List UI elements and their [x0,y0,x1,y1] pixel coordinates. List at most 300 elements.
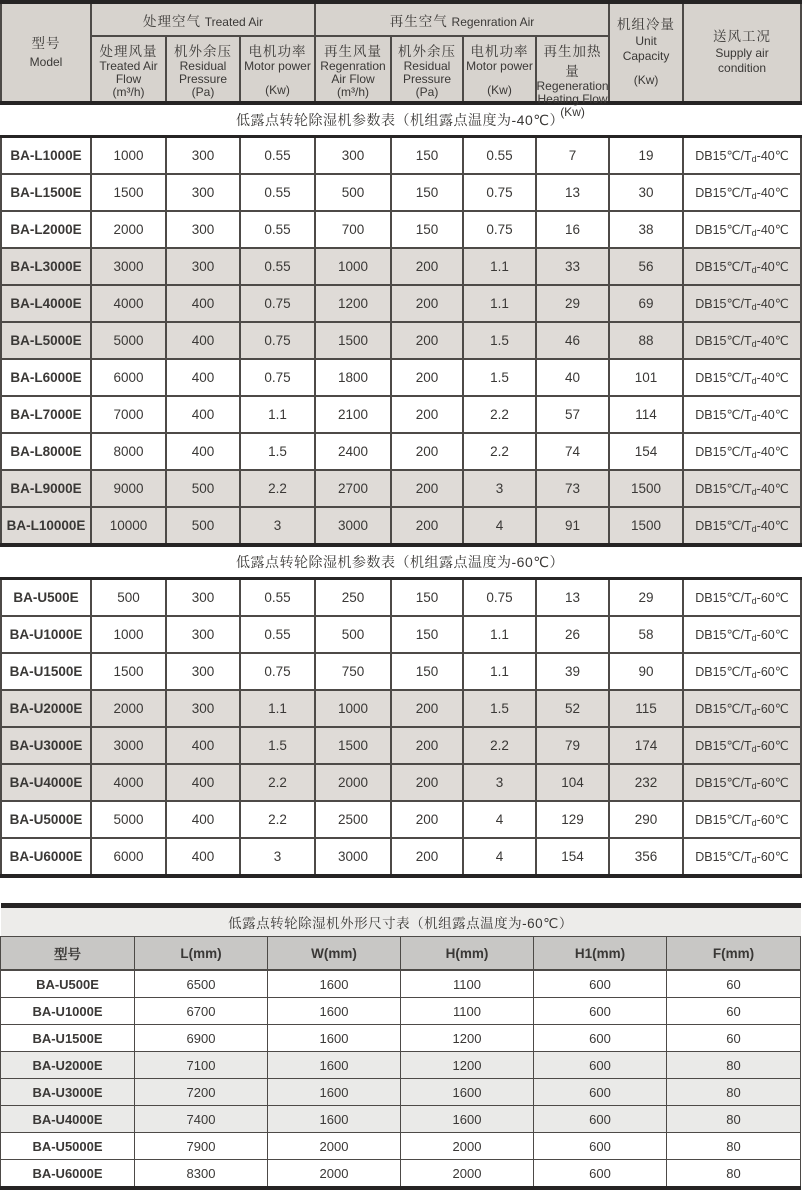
supply-condition-cell: $DB15℃/T_d-60℃$ [683,727,801,764]
value-cell: 0.75 [463,579,536,617]
supply-condition-cell: $DB15℃/T_d-40℃$ [683,359,801,396]
supply-condition-cell: $DB15℃/T_d-40℃$ [683,174,801,211]
value-cell: 2000 [401,1160,534,1189]
value-cell: 600 [534,1133,667,1160]
value-cell: 80 [667,1079,801,1106]
value-cell: 16 [536,211,609,248]
value-cell: 80 [667,1052,801,1079]
value-cell: 4 [463,801,536,838]
value-cell: 200 [391,764,463,801]
value-cell: 600 [534,1079,667,1106]
value-cell: 74 [536,433,609,470]
value-cell: 300 [315,137,391,175]
value-cell: 154 [609,433,683,470]
value-cell: 2000 [91,211,166,248]
value-cell: 101 [609,359,683,396]
value-cell: 58 [609,616,683,653]
table-row [1,396,801,433]
value-cell: 1.1 [463,285,536,322]
table-row [1,801,801,838]
value-cell: 29 [536,285,609,322]
group-treated-zh: 处理空气 [142,13,201,29]
value-cell: 300 [166,211,240,248]
value-cell: 2000 [91,690,166,727]
value-cell: 2.2 [240,470,315,507]
value-cell: 1000 [315,248,391,285]
value-cell: 3000 [91,727,166,764]
model-cell: BA-U1000E [1,616,91,653]
value-cell: 200 [391,507,463,545]
value-cell: 39 [536,653,609,690]
model-cell: BA-U2000E [1,1052,135,1079]
value-cell: 150 [391,211,463,248]
value-cell: 1.1 [463,616,536,653]
value-cell: 1000 [315,690,391,727]
table-row [1,1052,801,1079]
group-treated-en: Treated Air [204,14,263,29]
value-cell: 33 [536,248,609,285]
value-cell: 2.2 [240,801,315,838]
value-cell: 0.75 [463,174,536,211]
value-cell: 2.2 [463,727,536,764]
value-cell: 600 [534,1160,667,1189]
value-cell: 600 [534,970,667,998]
sub-en: Motor power [244,59,311,73]
model-cell: BA-L5000E [1,322,91,359]
value-cell: 46 [536,322,609,359]
sub-zh: 机外余压 [174,44,232,59]
value-cell: 30 [609,174,683,211]
value-cell: 400 [166,359,240,396]
model-cell: BA-L9000E [1,470,91,507]
value-cell: 114 [609,396,683,433]
value-cell: 56 [609,248,683,285]
parameters-table-minus-60 [0,577,802,878]
value-cell: 1600 [401,1106,534,1133]
table-row [1,322,801,359]
table-row [1,727,801,764]
value-cell: 60 [667,970,801,998]
group-regen-zh: 再生空气 [389,13,448,29]
value-cell: 2100 [315,396,391,433]
value-cell: 0.75 [463,211,536,248]
column-header-model-zh: 型号 [31,36,61,52]
sub-zh: 处理风量 [99,44,158,59]
supply-condition-cell: $DB15℃/T_d-40℃$ [683,433,801,470]
value-cell: 150 [391,137,463,175]
value-cell: 6900 [135,1025,268,1052]
value-cell: 500 [166,470,240,507]
column-header-supply-condition [683,2,801,103]
value-cell: 0.75 [240,285,315,322]
dimensions-table-title-row [1,906,801,937]
value-cell: 26 [536,616,609,653]
value-cell: 0.55 [240,211,315,248]
value-cell: 150 [391,616,463,653]
value-cell: 7100 [135,1052,268,1079]
table-row [1,1025,801,1052]
model-cell: BA-L8000E [1,433,91,470]
value-cell: 400 [166,433,240,470]
value-cell: 400 [166,764,240,801]
value-cell: 5000 [91,801,166,838]
value-cell: 1000 [91,616,166,653]
value-cell: 250 [315,579,391,617]
sub-zh: 再生加热量 [543,44,602,79]
sub-en: Regenration Air Flow [320,59,386,87]
group-regen-en: Regenration Air [451,14,535,29]
sub-en: Treated Air Flow [99,59,158,87]
value-cell: 38 [609,211,683,248]
value-cell: 129 [536,801,609,838]
supply-condition-cell: $DB15℃/T_d-40℃$ [683,211,801,248]
model-cell: BA-U5000E [1,801,91,838]
column-header-treated-flow [91,36,166,103]
table-row [1,137,801,175]
table-row [1,616,801,653]
table-row [1,507,801,545]
column-header-regen-heating [536,36,609,120]
value-cell: 1600 [401,1079,534,1106]
table-row [1,653,801,690]
model-cell: BA-L1500E [1,174,91,211]
value-cell: 4000 [91,285,166,322]
parameters-table-minus-40 [0,135,802,547]
value-cell: 1500 [315,727,391,764]
value-cell: 1200 [315,285,391,322]
sub-unit: (m³/h) [337,85,369,100]
value-cell: 10000 [91,507,166,545]
model-cell: BA-L4000E [1,285,91,322]
table-row [1,1160,801,1189]
supply-condition-cell: $DB15℃/T_d-60℃$ [683,764,801,801]
supply-condition-cell: $DB15℃/T_d-60℃$ [683,616,801,653]
value-cell: 750 [315,653,391,690]
model-cell: BA-U6000E [1,1160,135,1189]
sub-zh: 再生风量 [324,44,382,59]
section-title-minus-60: 低露点转轮除湿机参数表（机组露点温度为-60℃） [236,554,564,570]
dimensions-header-row [1,937,801,971]
value-cell: 6000 [91,359,166,396]
sub-en: Residual Pressure [178,59,228,87]
value-cell: 200 [391,838,463,876]
value-cell: 1800 [315,359,391,396]
supply-condition-cell: $DB15℃/T_d-60℃$ [683,690,801,727]
value-cell: 2000 [401,1133,534,1160]
supply-condition-cell: $DB15℃/T_d-60℃$ [683,838,801,876]
table-row [1,1133,801,1160]
value-cell: 0.75 [240,653,315,690]
value-cell: 200 [391,359,463,396]
dimensions-table [0,903,801,1190]
value-cell: 200 [391,727,463,764]
value-cell: 150 [391,174,463,211]
value-cell: 90 [609,653,683,690]
value-cell: 3 [240,838,315,876]
table-row [1,248,801,285]
value-cell: 0.55 [240,174,315,211]
value-cell: 73 [536,470,609,507]
supply-condition-cell: $DB15℃/T_d-60℃$ [683,653,801,690]
dim-column-header: F(mm) [667,937,801,971]
value-cell: 400 [166,838,240,876]
value-cell: 300 [166,174,240,211]
model-cell: BA-L3000E [1,248,91,285]
model-cell: BA-U4000E [1,1106,135,1133]
value-cell: 1100 [401,998,534,1025]
value-cell: 500 [315,616,391,653]
value-cell: 300 [166,690,240,727]
capacity-en: Unit Capacity [622,33,670,63]
value-cell: 600 [534,1025,667,1052]
value-cell: 290 [609,801,683,838]
value-cell: 1600 [268,1079,401,1106]
value-cell: 400 [166,396,240,433]
value-cell: 88 [609,322,683,359]
value-cell: 1600 [268,998,401,1025]
supply-condition-cell: $DB15℃/T_d-40℃$ [683,137,801,175]
value-cell: 200 [391,322,463,359]
value-cell: 300 [166,653,240,690]
value-cell: 7900 [135,1133,268,1160]
value-cell: 60 [667,1025,801,1052]
table-row [1,838,801,876]
value-cell: 0.75 [240,359,315,396]
table-row [1,1079,801,1106]
value-cell: 6700 [135,998,268,1025]
value-cell: 300 [166,248,240,285]
table-row [1,211,801,248]
value-cell: 0.55 [240,248,315,285]
value-cell: 9000 [91,470,166,507]
value-cell: 1600 [268,1025,401,1052]
value-cell: 4000 [91,764,166,801]
value-cell: 232 [609,764,683,801]
model-cell: BA-U500E [1,579,91,617]
model-cell: BA-L1000E [1,137,91,175]
value-cell: 1500 [609,507,683,545]
value-cell: 1.5 [240,727,315,764]
value-cell: 91 [536,507,609,545]
dim-column-header: W(mm) [268,937,401,971]
value-cell: 1000 [91,137,166,175]
value-cell: 57 [536,396,609,433]
value-cell: 200 [391,285,463,322]
model-cell: BA-L7000E [1,396,91,433]
sub-unit: (Pa) [415,85,439,100]
value-cell: 13 [536,579,609,617]
value-cell: 13 [536,174,609,211]
value-cell: 3000 [315,507,391,545]
value-cell: 500 [166,507,240,545]
sub-en: Motor power [466,59,533,73]
value-cell: 356 [609,838,683,876]
value-cell: 8300 [135,1160,268,1189]
spacer [0,878,800,903]
value-cell: 69 [609,285,683,322]
value-cell: 5000 [91,322,166,359]
value-cell: 7200 [135,1079,268,1106]
value-cell: 104 [536,764,609,801]
value-cell: 300 [166,137,240,175]
sub-unit: (Kw) [487,83,512,98]
model-cell: BA-L6000E [1,359,91,396]
value-cell: 7400 [135,1106,268,1133]
value-cell: 3 [463,764,536,801]
table-row [1,433,801,470]
value-cell: 80 [667,1160,801,1189]
value-cell: 2000 [268,1160,401,1189]
value-cell: 1.1 [240,690,315,727]
column-header-motor-power-1 [240,36,315,103]
sub-unit: (m³/h) [112,85,145,100]
value-cell: 2400 [315,433,391,470]
table-row [1,690,801,727]
value-cell: 1200 [401,1052,534,1079]
value-cell: 2500 [315,801,391,838]
value-cell: 1500 [91,653,166,690]
group-header-regeneration-air [315,2,609,36]
value-cell: 2.2 [463,396,536,433]
value-cell: 700 [315,211,391,248]
value-cell: 1.1 [240,396,315,433]
value-cell: 1100 [401,970,534,998]
value-cell: 1500 [91,174,166,211]
sub-en: Regeneration Heating Flow [536,79,609,107]
column-header-motor-power-2 [463,36,536,103]
value-cell: 6000 [91,838,166,876]
value-cell: 1.1 [463,248,536,285]
model-cell: BA-U2000E [1,690,91,727]
value-cell: 7 [536,137,609,175]
model-cell: BA-U4000E [1,764,91,801]
value-cell: 400 [166,322,240,359]
value-cell: 600 [534,998,667,1025]
supply-condition-cell: $DB15℃/T_d-60℃$ [683,801,801,838]
value-cell: 1500 [609,470,683,507]
supply-zh: 送风工况 [713,29,772,45]
value-cell: 3 [240,507,315,545]
value-cell: 79 [536,727,609,764]
dim-column-header: L(mm) [135,937,268,971]
value-cell: 52 [536,690,609,727]
sub-unit: (Kw) [265,83,290,98]
column-header-residual-pressure-1 [166,36,240,103]
value-cell: 2.2 [240,764,315,801]
value-cell: 400 [166,285,240,322]
value-cell: 200 [391,470,463,507]
table-row [1,470,801,507]
sub-en: Residual Pressure [402,59,452,87]
value-cell: 2000 [268,1133,401,1160]
value-cell: 3000 [91,248,166,285]
value-cell: 200 [391,248,463,285]
supply-condition-cell: $DB15℃/T_d-40℃$ [683,507,801,545]
section-title-minus-40: 低露点转轮除湿机参数表（机组露点温度为-40℃） [236,112,564,128]
model-cell: BA-U500E [1,970,135,998]
dim-column-header-model: 型号 [1,937,135,971]
value-cell: 1.5 [463,322,536,359]
value-cell: 80 [667,1133,801,1160]
value-cell: 600 [534,1052,667,1079]
value-cell: 500 [91,579,166,617]
model-cell: BA-U3000E [1,1079,135,1106]
value-cell: 2.2 [463,433,536,470]
sub-zh: 机外余压 [398,44,456,59]
supply-condition-cell: $DB15℃/T_d-40℃$ [683,396,801,433]
value-cell: 2000 [315,764,391,801]
capacity-unit: (Kw) [633,72,659,87]
table-row [1,285,801,322]
value-cell: 1600 [268,970,401,998]
value-cell: 2700 [315,470,391,507]
model-cell: BA-U5000E [1,1133,135,1160]
value-cell: 200 [391,396,463,433]
value-cell: 600 [534,1106,667,1133]
value-cell: 500 [315,174,391,211]
value-cell: 154 [536,838,609,876]
value-cell: 1.1 [463,653,536,690]
value-cell: 115 [609,690,683,727]
group-header-treated-air [91,2,315,36]
model-cell: BA-U1500E [1,1025,135,1052]
supply-en: Supply air condition [715,45,769,75]
value-cell: 0.55 [240,579,315,617]
table-row [1,1106,801,1133]
value-cell: 200 [391,801,463,838]
model-cell: BA-U3000E [1,727,91,764]
dim-column-header: H(mm) [401,937,534,971]
value-cell: 1600 [268,1106,401,1133]
supply-condition-cell: $DB15℃/T_d-40℃$ [683,285,801,322]
model-cell: BA-L2000E [1,211,91,248]
table-row [1,579,801,617]
value-cell: 0.55 [463,137,536,175]
value-cell: 4 [463,507,536,545]
model-cell: BA-L10000E [1,507,91,545]
value-cell: 300 [166,579,240,617]
value-cell: 1200 [401,1025,534,1052]
dim-column-header: H1(mm) [534,937,667,971]
value-cell: 0.55 [240,616,315,653]
sub-unit: (Pa) [191,85,215,100]
capacity-zh: 机组冷量 [617,17,676,33]
value-cell: 60 [667,998,801,1025]
value-cell: 3 [463,470,536,507]
table-row [1,998,801,1025]
value-cell: 400 [166,801,240,838]
value-cell: 1600 [268,1052,401,1079]
supply-condition-cell: $DB15℃/T_d-40℃$ [683,248,801,285]
value-cell: 40 [536,359,609,396]
supply-condition-cell: $DB15℃/T_d-40℃$ [683,322,801,359]
model-cell: BA-U1000E [1,998,135,1025]
value-cell: 1500 [315,322,391,359]
model-cell: BA-U1500E [1,653,91,690]
value-cell: 80 [667,1106,801,1133]
value-cell: 4 [463,838,536,876]
value-cell: 8000 [91,433,166,470]
column-header-model-en: Model [29,54,63,69]
table-row [1,764,801,801]
value-cell: 200 [391,690,463,727]
sub-unit: (Kw) [560,105,585,120]
value-cell: 200 [391,433,463,470]
value-cell: 150 [391,653,463,690]
value-cell: 19 [609,137,683,175]
column-header-regen-flow [315,36,391,103]
dimensions-table-title: 低露点转轮除湿机外形尺寸表（机组露点温度为-60℃） [1,906,801,937]
